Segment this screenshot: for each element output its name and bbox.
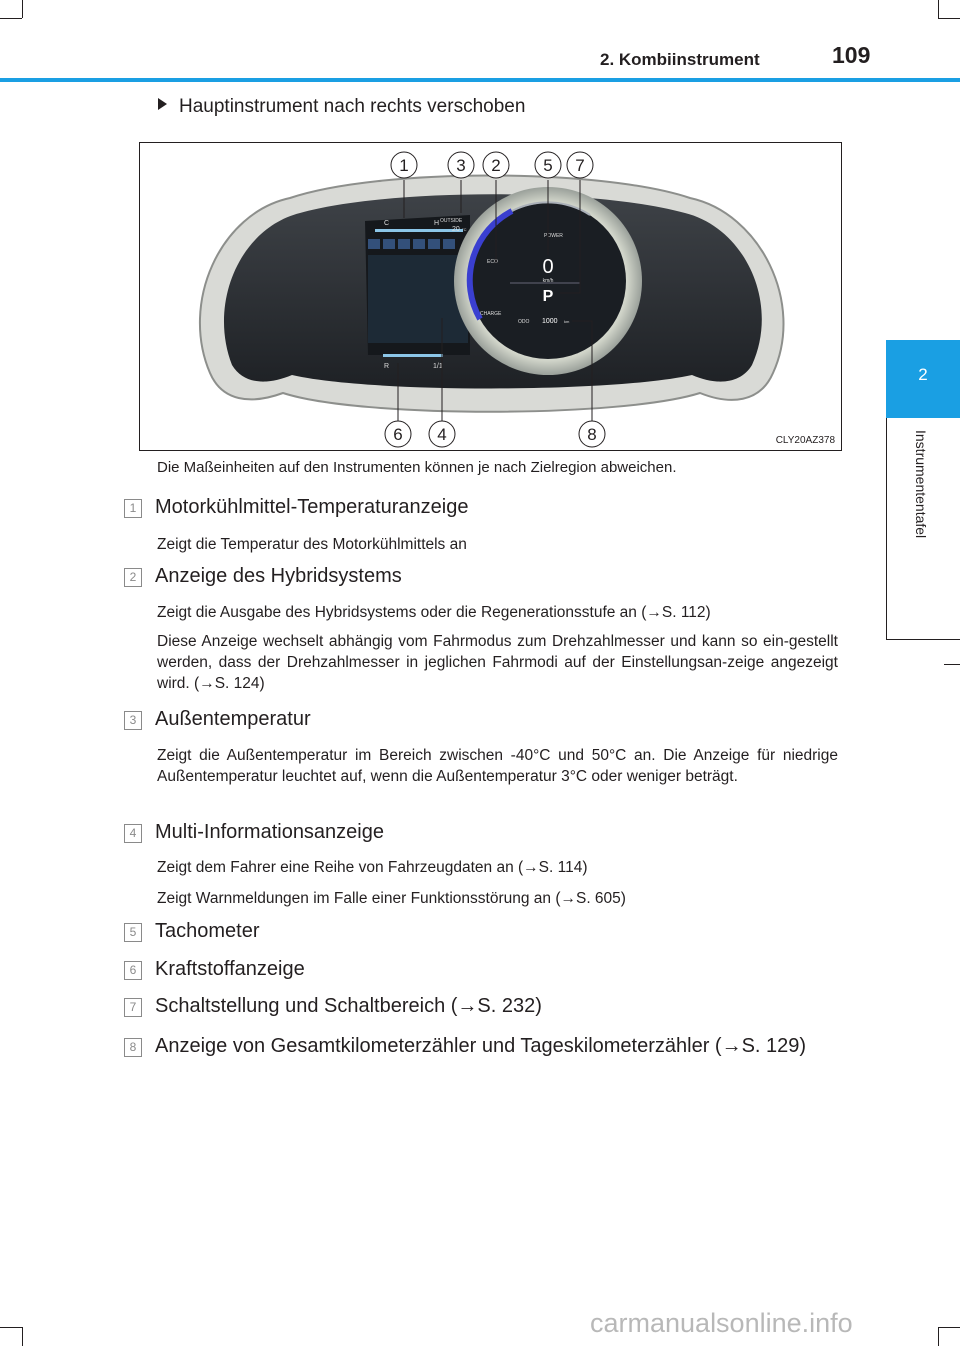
power-label: POWER bbox=[544, 233, 563, 239]
menu-icon bbox=[428, 239, 440, 249]
crop-mark bbox=[22, 0, 23, 18]
item-number: 1 bbox=[124, 499, 142, 518]
item-number: 4 bbox=[124, 824, 142, 843]
item-title: Schaltstellung und Schaltbereich (→S. 232) bbox=[155, 995, 542, 1017]
callout-label: 7 bbox=[575, 156, 585, 175]
callout-label: 6 bbox=[393, 425, 403, 444]
item-number: 7 bbox=[124, 998, 142, 1017]
item-description: Zeigt dem Fahrer eine Reihe von Fahrzeugdaten an (→S. 114) bbox=[157, 859, 588, 876]
callout-label: 4 bbox=[437, 425, 447, 444]
charge-label: CHARGE bbox=[480, 311, 502, 317]
odo-value: 1000 bbox=[542, 318, 558, 325]
item-number: 3 bbox=[124, 711, 142, 730]
item-number: 6 bbox=[124, 961, 142, 980]
fuel-bar bbox=[383, 354, 443, 357]
bullet-heading-text: Hauptinstrument nach rechts verschoben bbox=[179, 96, 526, 117]
odo-unit: km bbox=[564, 319, 570, 324]
item-title: Anzeige des Hybridsystems bbox=[155, 565, 402, 587]
fuel-low-label: R bbox=[384, 363, 390, 370]
bullet-heading bbox=[158, 96, 525, 118]
outside-label: OUTSIDE bbox=[440, 218, 463, 224]
temp-bar bbox=[375, 229, 463, 232]
crop-mark bbox=[944, 664, 960, 665]
menu-icon bbox=[383, 239, 395, 249]
multi-info-screen bbox=[368, 255, 468, 343]
item-title: Kraftstoffanzeige bbox=[155, 958, 305, 980]
crop-mark bbox=[938, 0, 939, 18]
cluster-illustration bbox=[140, 143, 842, 451]
speed-unit: km/h bbox=[542, 278, 554, 284]
callout-label: 3 bbox=[456, 156, 466, 175]
header-rule bbox=[0, 78, 960, 82]
item-title: Anzeige von Gesamtkilometerzähler und Tageskilometerzähler (→S. 129) bbox=[155, 1035, 807, 1057]
crop-mark bbox=[22, 1327, 23, 1346]
triangle-bullet-icon bbox=[158, 98, 167, 110]
item-description: Diese Anzeige wechselt abhängig vom Fahrmodus zum Drehzahlmesser und kann so ein-gestellt werden, dass der Drehzahlmesser in jeglichen Fahrmodi auf der Einstellungsan-zeige angezeigt wird. (→S. 124) bbox=[157, 633, 838, 692]
crop-mark bbox=[938, 1327, 960, 1328]
crop-mark bbox=[0, 1327, 22, 1328]
crop-mark bbox=[938, 1327, 939, 1346]
item-title: Tachometer bbox=[155, 920, 260, 942]
chapter-title: Instrumententafel bbox=[913, 430, 929, 539]
item-number: 8 bbox=[124, 1038, 142, 1057]
callout-label: 8 bbox=[587, 425, 597, 444]
item-title: Motorkühlmittel-Temperaturanzeige bbox=[155, 496, 469, 518]
menu-icon bbox=[368, 239, 380, 249]
item-title: Außentemperatur bbox=[155, 708, 311, 730]
watermark: carmanualsonline.info bbox=[590, 1308, 853, 1338]
shift-position: P bbox=[542, 288, 554, 305]
figure-caption: Die Maßeinheiten auf den Instrumenten können je nach Zielregion abweichen. bbox=[157, 459, 677, 476]
outside-unit: °C bbox=[462, 227, 467, 232]
callout-label: 2 bbox=[491, 156, 501, 175]
callout-label: 1 bbox=[399, 156, 409, 175]
fuel-full-label: 1/1 bbox=[433, 363, 443, 370]
temp-low-label: C bbox=[384, 220, 390, 227]
instrument-cluster-figure bbox=[139, 142, 842, 451]
item-number: 5 bbox=[124, 923, 142, 942]
menu-icon bbox=[398, 239, 410, 249]
item-description: Zeigt die Außentemperatur im Bereich zwischen -40°C und 50°C an. Die Anzeige für niedrige Außentemperatur leuchtet auf, wenn die Außentemperatur 3°C oder weniger beträgt. bbox=[157, 747, 838, 785]
temp-high-label: H bbox=[434, 220, 440, 227]
item-description: Zeigt Warnmeldungen im Falle einer Funktionsstörung an (→S. 605) bbox=[157, 890, 626, 907]
item-description: Zeigt die Temperatur des Motorkühlmittels an bbox=[157, 536, 467, 553]
crop-mark bbox=[938, 18, 960, 19]
speed-value: 0 bbox=[542, 256, 554, 278]
crop-mark bbox=[0, 18, 22, 19]
figure-code: CLY20AZ378 bbox=[775, 435, 835, 446]
outside-temp: 20 bbox=[452, 226, 460, 233]
item-number: 2 bbox=[124, 568, 142, 587]
item-title: Multi-Informationsanzeige bbox=[155, 821, 384, 843]
item-description: Zeigt die Ausgabe des Hybridsystems oder die Regenerationsstufe an (→S. 112) bbox=[157, 604, 711, 621]
callout-label: 5 bbox=[543, 156, 553, 175]
page-number: 109 bbox=[832, 42, 871, 68]
menu-icon bbox=[413, 239, 425, 249]
chapter-tab[interactable]: 2 bbox=[886, 340, 960, 418]
odo-label: ODO bbox=[518, 319, 530, 325]
header-section-title: 2. Kombiinstrument bbox=[600, 50, 760, 69]
eco-label: ECO bbox=[487, 259, 498, 265]
menu-icon bbox=[443, 239, 455, 249]
